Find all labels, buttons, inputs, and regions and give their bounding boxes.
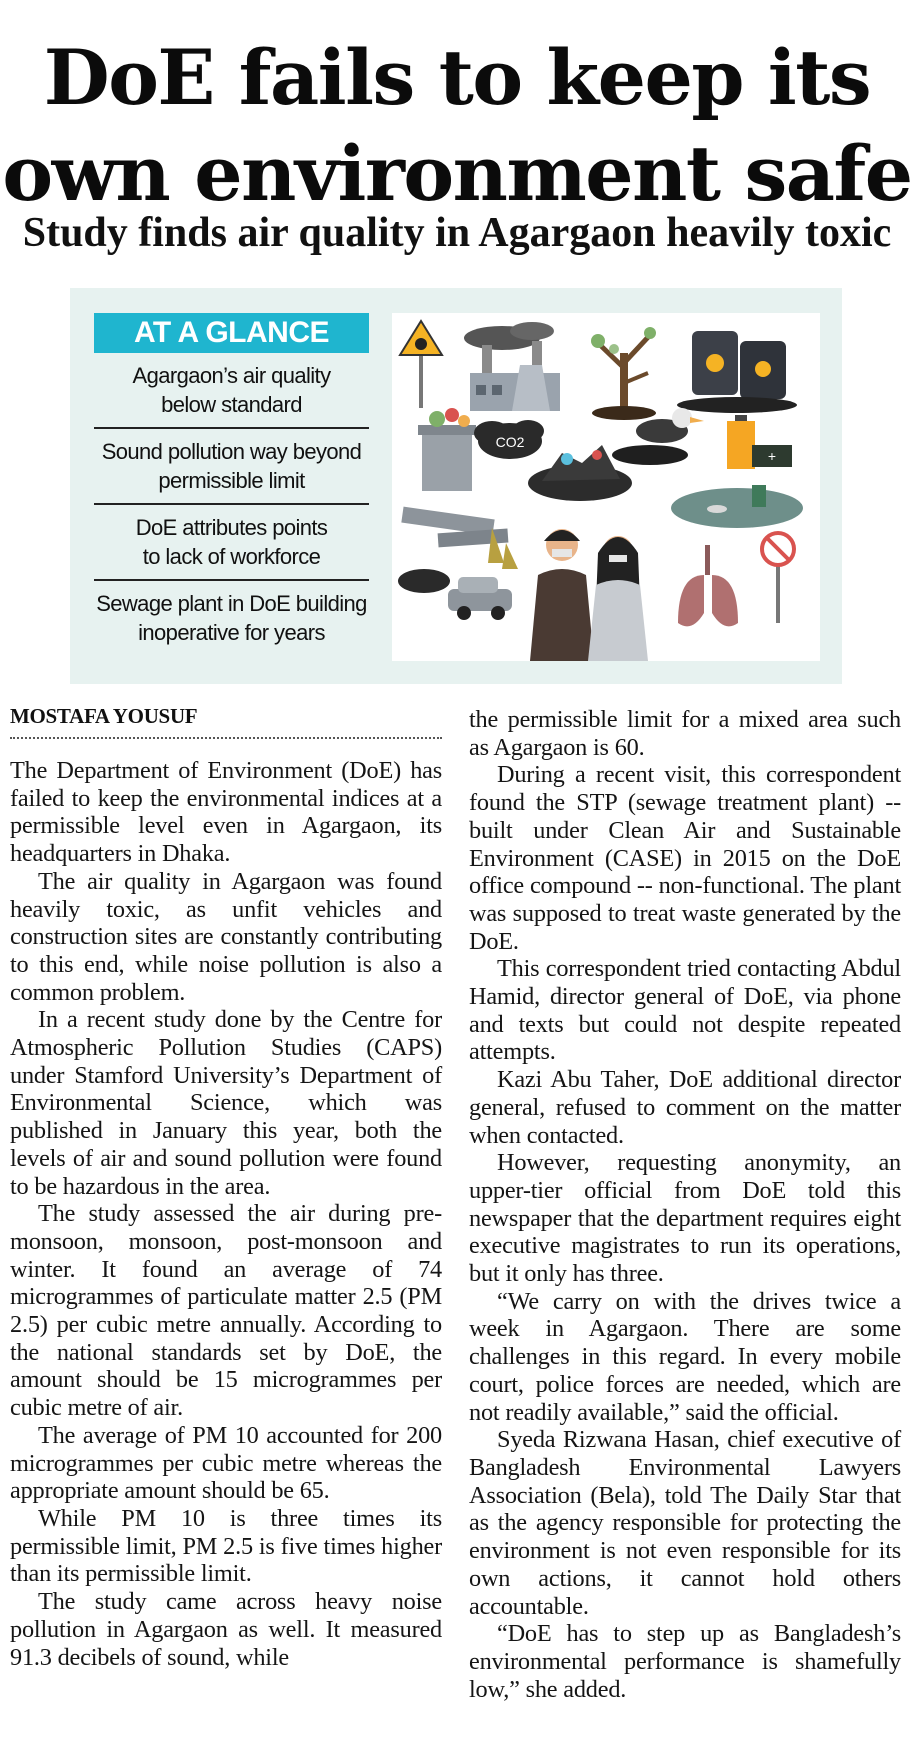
glance-item-line: DoE attributes points — [135, 515, 328, 540]
glance-item-line: below standard — [161, 392, 302, 417]
article-paragraph: The air quality in Agargaon was found heavily toxic, as unfit vehicles and construction sites are constantly contributing to this end, while noise pollution is also a common problem. — [10, 867, 442, 1006]
factory-icon — [464, 322, 560, 411]
article-paragraph: “We carry on with the drives twice a week in Agargaon. There are some challenges in this regard. In every mobile court, police forces are needed, which are not readily available,” said the official. — [469, 1287, 901, 1426]
article-paragraph: During a recent visit, this correspondent found the STP (sewage treatment plant) -- built under Clean Air and Sustainable Environment (CASE) in 2015 on the DoE office compound -- non-functional. The plant was supposed to treat waste generated by the DoE. — [469, 761, 901, 955]
article-paragraph: In a recent study done by the Centre for Atmospheric Pollution Studies (CAPS) under Stamford University’s Department of Environmental Science, which was published in January this year, both the levels of air and sound pollution were found to be hazardous in the area. — [10, 1006, 442, 1200]
glance-item-line: to lack of workforce — [142, 544, 321, 569]
pollution-illustration — [392, 313, 820, 661]
article-paragraph: Syeda Rizwana Hasan, chief executive of Bangladesh Environmental Lawyers Association (Bela), told The Daily Star that as the agency responsible for protecting the environment is not even responsible for its own actions, it cannot hold others accountable. — [469, 1426, 901, 1620]
masked-people-icon — [530, 529, 648, 661]
car-smoke-icon — [398, 569, 512, 620]
hazard-sign-icon — [400, 321, 442, 408]
svg-text:+: + — [767, 448, 777, 464]
at-a-glance-box — [70, 288, 842, 684]
headline — [0, 30, 914, 222]
glance-item-line: inoperative for years — [138, 620, 325, 645]
lungs-icon — [678, 545, 738, 626]
article-paragraph: While PM 10 is three times its permissible limit, PM 2.5 is five times higher than its permissible limit. — [10, 1504, 442, 1588]
article-paragraph: However, requesting anonymity, an upper-tier official from DoE told this newspaper that the department requires eight executive magistrates to run its operations, but it only has three. — [469, 1149, 901, 1288]
glance-item-line: permissible limit — [158, 468, 305, 493]
article-column-left — [10, 757, 442, 1671]
article-paragraph: This correspondent tried contacting Abdul Hamid, director general of DoE, via phone and texts but could not despite repeated attempts. — [469, 955, 901, 1066]
trash-can-icon — [418, 408, 476, 491]
subheadline: Study finds air quality in Agargaon heavily toxic — [22, 210, 892, 256]
glance-item — [94, 505, 369, 581]
byline: MOSTAFA YOUSUF — [10, 704, 442, 739]
headline-line-2: own environment safe — [2, 129, 912, 218]
at-a-glance-title: AT A GLANCE — [94, 313, 369, 353]
article-paragraph: the permissible limit for a mixed area such as Agargaon is 60. — [469, 706, 901, 761]
glance-item-line: Agargaon’s air quality — [132, 363, 331, 388]
article-paragraph: “DoE has to step up as Bangladesh’s environmental performance is shamefully low,” she added. — [469, 1620, 901, 1703]
no-pollution-sign-icon — [762, 533, 794, 623]
pollution-illustration-svg — [392, 313, 820, 661]
article-paragraph: The average of PM 10 accounted for 200 microgrammes per cubic metre whereas the appropriate amount should be 65. — [10, 1421, 442, 1505]
headline-line-1: DoE fails to keep its — [43, 33, 871, 122]
polluted-water-icon — [671, 485, 803, 528]
article-paragraph: The study assessed the air during pre-monsoon, monsoon, post-monsoon and winter. It found an average of 74 microgrammes of particulate matter 2.5 (PM 2.5) per cubic metre annually. According to the national standards set by DoE, the amount should be 15 microgrammes per cubic metre of air. — [10, 1200, 442, 1422]
toxic-barrels-icon — [677, 331, 797, 413]
glance-item-line: Sound pollution way beyond — [101, 439, 362, 464]
article-paragraph: The Department of Environment (DoE) has failed to keep the environmental indices at a permissible level even in Agargaon, its headquarters in Dhaka. — [10, 757, 442, 868]
glance-item — [94, 429, 369, 505]
co2-label: CO2 — [495, 434, 525, 450]
glance-item-line: Sewage plant in DoE building — [96, 591, 367, 616]
glance-item — [94, 581, 369, 655]
dead-tree-icon — [591, 327, 656, 420]
glance-item — [94, 353, 369, 429]
article-paragraph: Kazi Abu Taher, DoE additional director general, refused to comment on the matter when contacted. — [469, 1066, 901, 1149]
sewage-pipes-icon — [401, 507, 518, 569]
battery-icon — [727, 415, 792, 469]
article-column-right — [469, 706, 901, 1703]
at-a-glance-panel — [94, 313, 369, 655]
article-paragraph: The study came across heavy noise pollution in Agargaon as well. It measured 91.3 decibels of sound, while — [10, 1588, 442, 1671]
co2-cloud-icon — [474, 420, 544, 459]
